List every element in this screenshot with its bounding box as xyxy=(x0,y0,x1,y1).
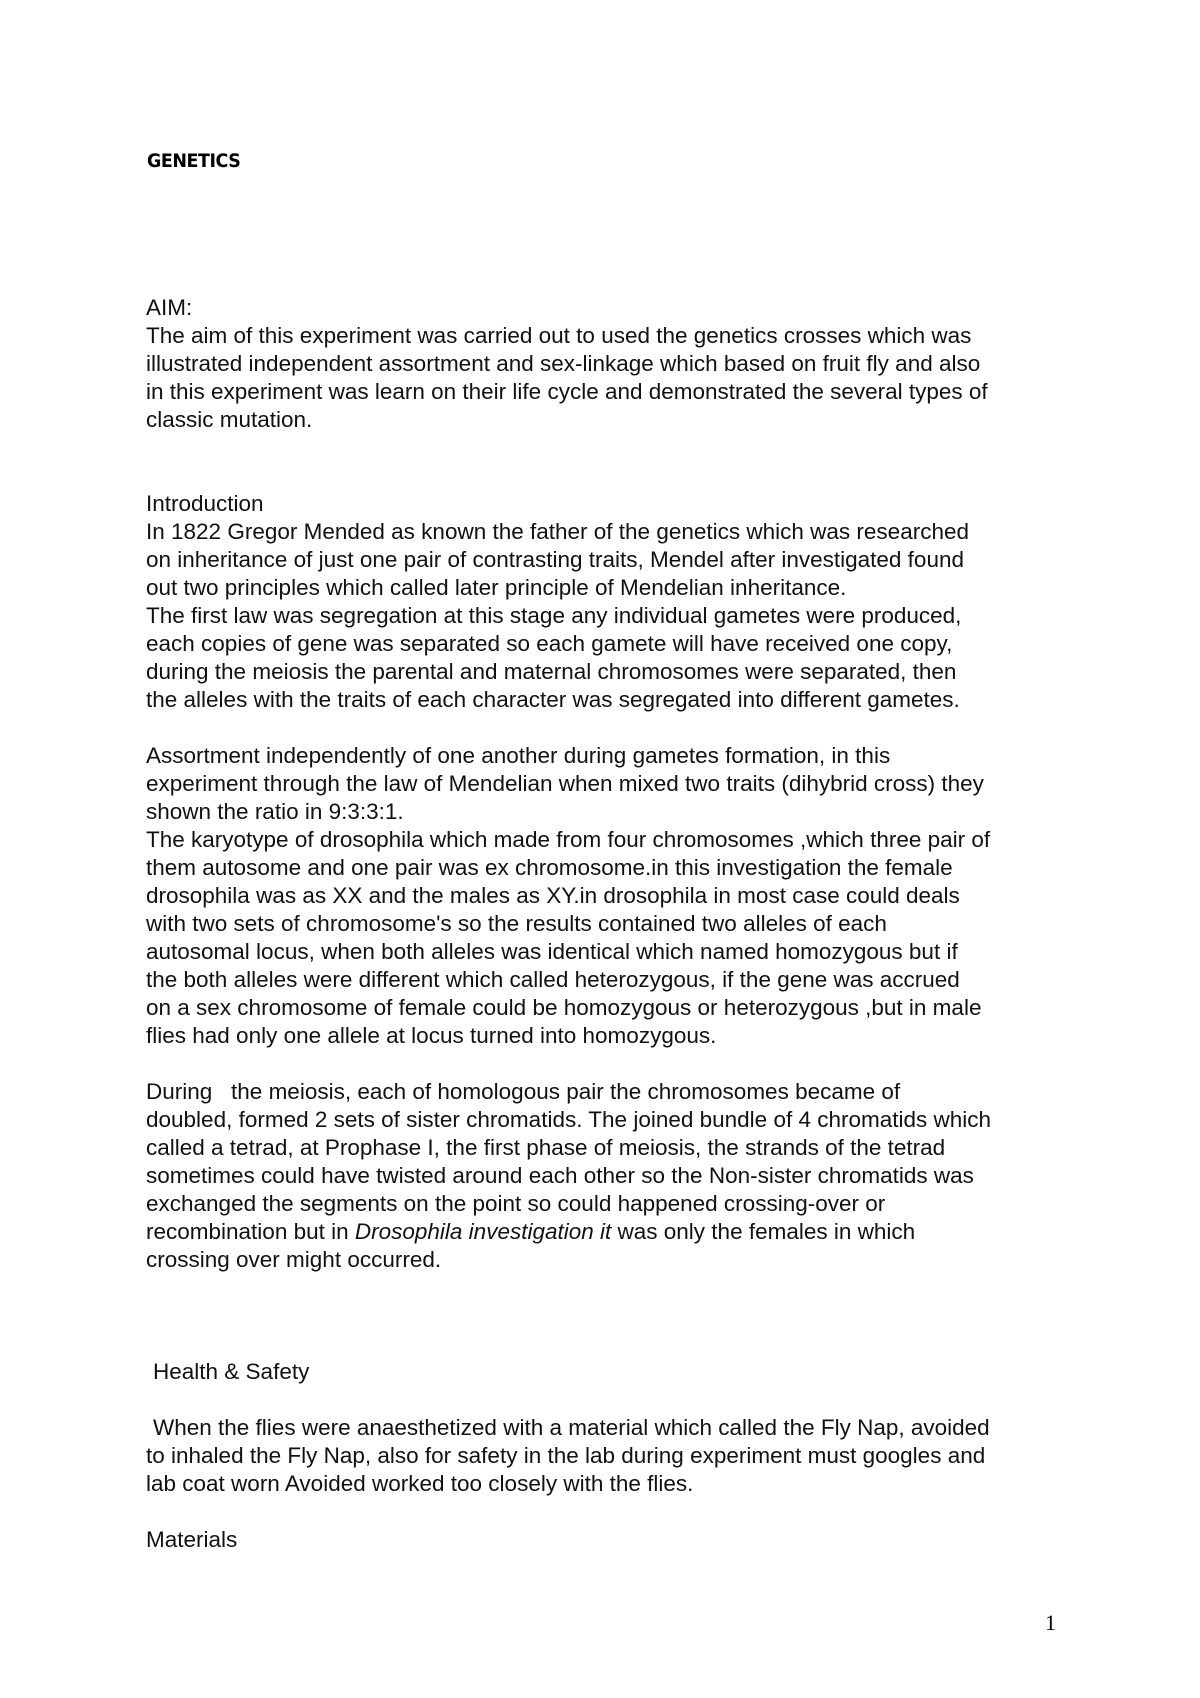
intro-line: them autosome and one pair was ex chromosome.in this investigation the female xyxy=(146,855,953,880)
intro-line: out two principles which called later principle of Mendelian inheritance. xyxy=(146,575,847,600)
intro-line: experiment through the law of Mendelian when mixed two traits (dihybrid cross) they xyxy=(146,771,984,796)
intro-line: during the meiosis the parental and maternal chromosomes were separated, then xyxy=(146,659,957,684)
intro-line: sometimes could have twisted around each other so the Non-sister chromatids was xyxy=(146,1163,974,1188)
document-title: GENETICS xyxy=(147,150,241,172)
spacer xyxy=(146,1050,1066,1078)
intro-line-part: recombination but in xyxy=(146,1219,355,1244)
aim-line: The aim of this experiment was carried out to used the genetics crosses which was xyxy=(146,323,972,348)
intro-line: During the meiosis, each of homologous pair the chromosomes became of xyxy=(146,1079,901,1104)
intro-line: drosophila was as XX and the males as XY.in drosophila in most case could deals xyxy=(146,883,960,908)
health-line: lab coat worn Avoided worked too closely with the flies. xyxy=(146,1471,694,1496)
intro-line: exchanged the segments on the point so could happened crossing-over or xyxy=(146,1191,886,1216)
spacer xyxy=(146,434,1066,490)
intro-line: the both alleles were different which called heterozygous, if the gene was accrued xyxy=(146,967,960,992)
intro-line: In 1822 Gregor Mended as known the father of the genetics which was researched xyxy=(146,519,969,544)
intro-line-part: was only the females in which xyxy=(611,1219,916,1244)
intro-line: called a tetrad, at Prophase I, the first phase of meiosis, the strands of the tetrad xyxy=(146,1135,946,1160)
intro-line: with two sets of chromosome's so the results contained two alleles of each xyxy=(146,911,887,936)
intro-line: on inheritance of just one pair of contrasting traits, Mendel after investigated found xyxy=(146,547,964,572)
intro-line: crossing over might occurred. xyxy=(146,1247,442,1272)
aim-line: in this experiment was learn on their life cycle and demonstrated the several types of xyxy=(146,379,988,404)
page-number: 1 xyxy=(1045,1610,1056,1635)
intro-line: autosomal locus, when both alleles was identical which named homozygous but if xyxy=(146,939,958,964)
intro-line: the alleles with the traits of each character was segregated into different gametes. xyxy=(146,687,960,712)
health-safety-heading: Health & Safety xyxy=(153,1359,310,1384)
health-line: When the flies were anaesthetized with a material which called the Fly Nap, avoided xyxy=(153,1415,990,1440)
intro-line: The karyotype of drosophila which made from four chromosomes ,which three pair of xyxy=(146,827,991,852)
health-line: to inhaled the Fly Nap, also for safety in the lab during experiment must googles and xyxy=(146,1443,986,1468)
intro-line: on a sex chromosome of female could be homozygous or heterozygous ,but in male xyxy=(146,995,982,1020)
aim-line: illustrated independent assortment and sex-linkage which based on fruit fly and also xyxy=(146,351,981,376)
intro-line: shown the ratio in 9:3:3:1. xyxy=(146,799,404,824)
intro-line: each copies of gene was separated so each gamete will have received one copy, xyxy=(146,631,953,656)
materials-heading: Materials xyxy=(146,1527,238,1552)
spacer xyxy=(146,1274,1066,1358)
introduction-heading: Introduction xyxy=(146,491,264,516)
aim-heading: AIM: xyxy=(146,295,193,320)
intro-line: flies had only one allele at locus turned into homozygous. xyxy=(146,1023,717,1048)
spacer xyxy=(146,1386,1066,1414)
intro-line: The first law was segregation at this stage any individual gametes were produced, xyxy=(146,603,962,628)
aim-line: classic mutation. xyxy=(146,407,313,432)
intro-line: doubled, formed 2 sets of sister chromatids. The joined bundle of 4 chromatids which xyxy=(146,1107,992,1132)
intro-line-with-italic xyxy=(146,1218,1066,1246)
italic-phrase: Drosophila investigation it xyxy=(354,1219,612,1244)
spacer xyxy=(146,714,1066,742)
document-body xyxy=(146,294,1066,1554)
spacer xyxy=(146,1498,1066,1526)
intro-line: Assortment independently of one another during gametes formation, in this xyxy=(146,743,891,768)
